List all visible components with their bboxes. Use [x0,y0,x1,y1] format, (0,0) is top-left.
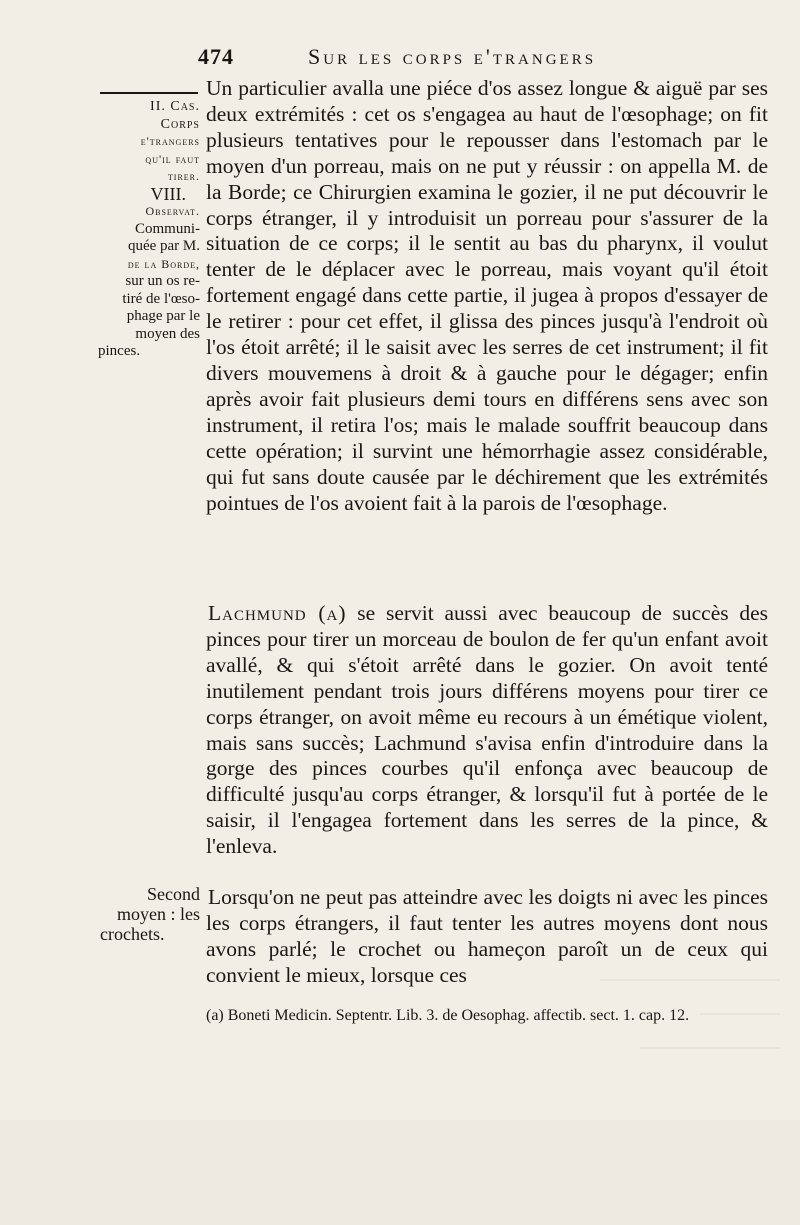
page-number: 474 [198,44,234,69]
paragraph-hooks [206,885,768,989]
header-rule [100,92,198,94]
margin-line: tiré de l'œso- [122,290,200,307]
margin-line: II. Cas. [150,99,200,114]
paragraph-text: se servit aussi avec beaucoup de succès des pinces pour tirer un morceau de boulon de fer qu'un enfant avoit avallé, & qui s'étoit arrêté dans le gozier. On avoit tenté inutilement pendant trois jours différens moyens pour tirer ce corps étranger, on avoit même eu recours à un émétique violent, mais sans succès; Lachmund s'avisa enfin d'introduire dans la gorge des pinces courbes qu'il enfonça avec beaucoup de difficulté jusqu'au corps étranger, & lorsqu'il fut à portée de le saisir, il l'engagea fortement dans les serres de la pince, & l'enleva. [206,601,769,859]
margin-line: Second [147,884,200,904]
margin-line: pinces. [98,343,141,359]
paragraph-text: Lorsqu'on ne peut pas atteindre avec les doigts ni avec les pinces les corps étrangers, il faut tenter les autres moyens dont nous avons parlé; le crochet ou hameçon paroît un de ceux qui convient le mieux, lorsque ces [206,885,768,987]
margin-line: Observat. [145,204,200,218]
footnote: (a) Boneti Medicin. Septentr. Lib. 3. de Oesophag. affectib. sect. 1. cap. 12. [206,1007,690,1024]
margin-line: sur un os re- [125,273,200,289]
margin-line: qu'il faut [145,151,200,166]
margin-note-hooks [96,884,200,944]
paragraph-text: Un particulier avalla une piéce d'os assez longue & aiguë par ses deux extrémités : cet os s'engagea au haut de l'œsophage; on fit plusieurs tentatives pour le repousser dans l'estomach par le moyen d'un porreau, mais on ne put y réussir : on appella M. de la Borde; ce Chirurgien examina le gozier, il ne put découvrir le corps étranger, il y introduisit un porreau pour s'assurer de la situation de ce corps; il le sentit au bas du pharynx, il voulut tenter de le déplacer avec le porreau, mais voyant qu'il étoit fortement engagé dans cette partie, il jugea à propos d'essayer de le retirer : pour cet effet, il glissa des pinces jusqu'à l'endroit où l'os étoit arrêté; il le saisit avec les serres de cet instrument; il fit divers mouvemens à droit & à gauche pour le dégager; enfin après avoir fait plusieurs demi tours en différens sens avec son instrument, il retira l'os; mais le malade souffrit beaucoup dans cette opération; il survint une hémorrhagie assez considérable, qui fut sans doute causée par le déchirement que les extrémités pointues de l'os avoient fait à la parois de l'œsophage. [206,76,768,515]
margin-note-case [96,98,200,361]
paragraph-text-wrapper [206,601,768,860]
margin-line: tirer. [167,169,200,183]
running-header [198,44,778,74]
margin-line: Corps [160,116,200,132]
margin-line: de la Borde, [127,256,200,271]
margin-line: moyen des [135,325,200,342]
margin-line: moyen : les [117,904,200,924]
paragraph-bone-case [206,76,768,516]
margin-line: quée par M. [127,238,200,254]
running-title: Sur les corps e'trangers [308,44,597,69]
margin-line: Communi- [134,220,200,237]
margin-line: crochets. [100,924,165,944]
margin-line: VIII. [150,183,186,204]
author-name: Lachmund (a) [208,601,347,625]
margin-line: e'trangers [140,134,200,148]
paragraph-lachmund [206,601,768,860]
margin-line: phage par le [126,308,200,324]
